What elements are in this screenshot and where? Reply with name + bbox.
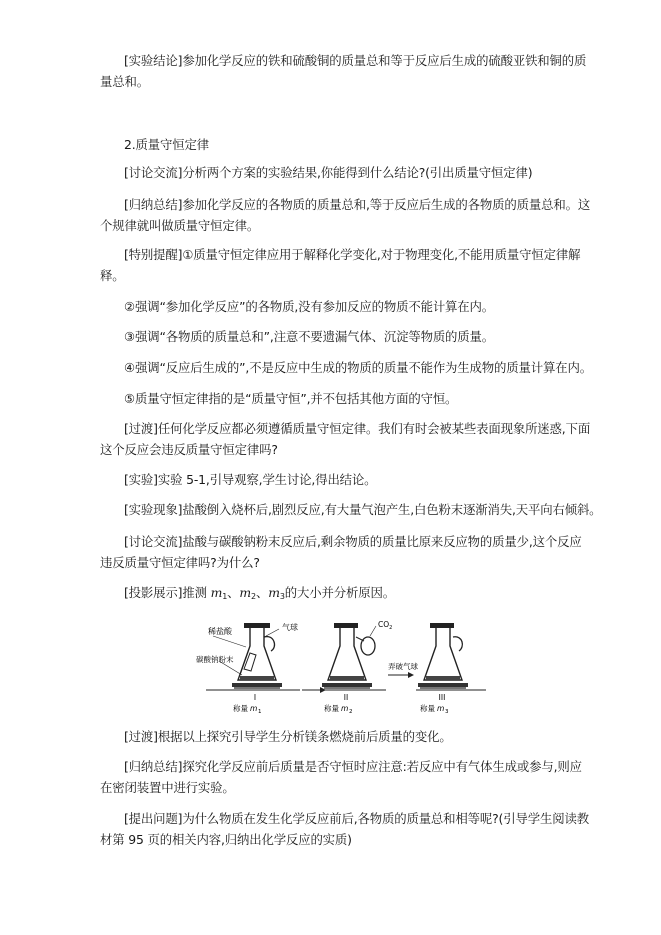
stage-3-apparatus xyxy=(418,623,468,689)
paragraph-note-4: ④强调“反应后生成的”,不是反应中生成的物质的质量不能作为生成物的质量计算在内。 xyxy=(124,360,592,375)
stage-3-weigh xyxy=(420,703,449,715)
paragraph-note-2: ②强调“参加化学反应”的各物质,没有参加反应的物质不能计算在内。 xyxy=(124,299,495,314)
stage-2-apparatus xyxy=(322,623,376,689)
section-heading-conservation-law: 2.质量守恒定律 xyxy=(124,137,209,152)
paragraph-phenomenon: [实验现象]盐酸倒入烧杯后,剧烈反应,有大量气泡产生,白色粉末逐渐消失,天平向右倾斜。 xyxy=(124,502,602,517)
svg-text:称量: 称量 xyxy=(420,704,435,713)
paragraph-note-3: ③强调“各物质的质量总和”,注意不要遗漏气体、沉淀等物质的质量。 xyxy=(124,329,495,344)
label-balloon: 气球 xyxy=(282,623,298,632)
svg-text:称量: 称量 xyxy=(324,704,339,713)
paragraph-special-note: [特别提醒]①质量守恒定律应用于解释化学变化,对于物理变化,不能用质量守恒定律解 释。 xyxy=(100,247,581,283)
paragraph-experiment: [实验]实验 5-1,引导观察,学生讨论,得出结论。 xyxy=(124,472,377,487)
svg-text:m: m xyxy=(437,704,445,713)
paragraph-discussion-2: [讨论交流]盐酸与碳酸钠粉末反应后,剩余物质的质量比原来反应物的质量少,这个反应 违反质量守恒定律吗?为什么? xyxy=(100,534,582,570)
stage-3-number: III xyxy=(438,693,446,702)
stage-2-weigh xyxy=(324,703,353,715)
svg-text:称量: 称量 xyxy=(233,704,248,713)
label-acid: 稀盐酸 xyxy=(208,627,232,636)
experiment-figure xyxy=(196,617,486,715)
paragraph-question: [提出问题]为什么物质在发生化学反应前后,各物质的质量总和相等呢?(引导学生阅读教 材第 95 页的相关内容,归纳出化学反应的实质) xyxy=(100,811,589,847)
label-powder: 碳酸钠粉末 xyxy=(196,655,234,664)
paragraph-summary-2: [归纳总结]探究化学反应前后质量是否守恒时应注意:若反应中有气体生成或参与,则应 在密闭装置中进行实验。 xyxy=(100,759,582,795)
label-puncture-balloon: 弄破气球 xyxy=(388,662,418,671)
paragraph-transition-2: [过渡]根据以上探究引导学生分析镁条燃烧前后质量的变化。 xyxy=(124,729,452,744)
svg-text:1: 1 xyxy=(258,709,262,715)
svg-text:m: m xyxy=(341,704,349,713)
stage-2-number: II xyxy=(343,693,349,702)
svg-text:2: 2 xyxy=(349,709,353,715)
stage-1-number: I xyxy=(253,693,257,702)
paragraph-discussion-1: [讨论交流]分析两个方案的实验结果,你能得到什么结论?(引出质量守恒定律) xyxy=(124,165,533,180)
paragraph-projection: [投影展示]推测 $m_1$、$m_2$、$m_3$的大小并分析原因。 xyxy=(124,585,395,601)
stage-1-weigh xyxy=(233,703,262,715)
paragraph-experiment-conclusion: [实验结论]参加化学反应的铁和硫酸铜的质量总和等于反应后生成的硫酸亚铁和铜的质 量总和。 xyxy=(100,53,587,89)
paragraph-summary-1: [归纳总结]参加化学反应的各物质的质量总和,等于反应后生成的各物质的质量总和。这 个规律就叫做质量守恒定律。 xyxy=(100,197,591,233)
paragraph-note-5: ⑤质量守恒定律指的是“质量守恒”,并不包括其他方面的守恒。 xyxy=(124,391,458,406)
arrow-2 xyxy=(388,672,414,678)
svg-text:3: 3 xyxy=(445,709,449,715)
paragraph-transition-1: [过渡]任何化学反应都必须遵循质量守恒定律。我们有时会被某些表面现象所迷惑,下面 这个反应会违反质量守恒定律吗? xyxy=(100,421,591,457)
svg-text:m: m xyxy=(250,704,258,713)
label-co2: $CO_2$ xyxy=(378,620,393,631)
